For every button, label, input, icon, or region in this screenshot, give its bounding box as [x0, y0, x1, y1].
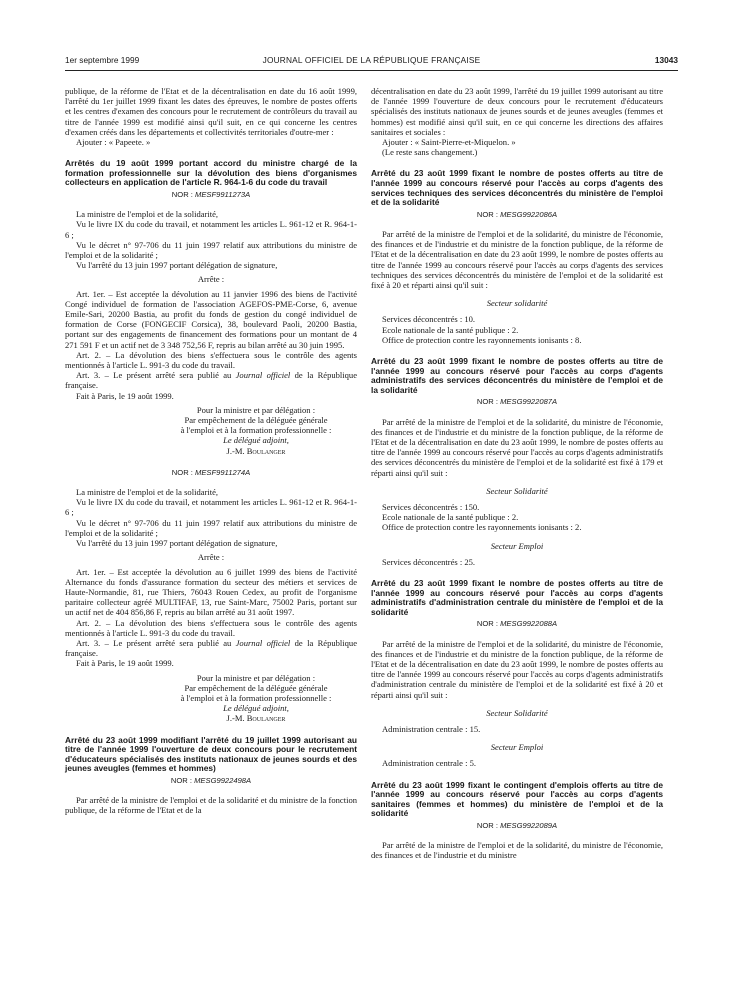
fait-a-paris: Fait à Paris, le 19 août 1999.: [76, 658, 174, 669]
article-paragraph: Art. 1er. – Est acceptée la dévolution au 11 janvier 1996 des biens de l'activité Congé individuel de formation de l'association AGEFOS-PME-Corse, 6, avenue Emile-Sari, 20200 Bastia, au profit du fonds de gestion du congé individuel de formation de Corse (FONGECIF Corsica), 38, boulevard Paoli, 20200 Bastia, portant sur des engagements de financement des formations pour un montant de 4 271 591 F et un actif net de 3 348 752,56 F, repris au bilan arrêté au 30 juin 1995.: [65, 288, 357, 350]
allocation-line: Services déconcentrés : 10.: [382, 314, 476, 325]
allocation-line: Services déconcentrés : 150.: [382, 502, 480, 513]
visa-line: Vu le décret n° 97-706 du 11 juin 1997 relatif aux attributions du ministre de l'emploi et de la solidarité ;: [65, 239, 357, 261]
right-column: [371, 86, 663, 861]
arrete-title: Arrêté du 23 août 1999 fixant le nombre de postes offerts au titre de l'année 1999 au concours réservé pour l'accès au corps d'agents administratifs d'administration centrale du ministère de l'emploi et de la solidarité: [371, 578, 663, 617]
arrete-heading: Arrête :: [197, 552, 225, 563]
header-date: 1er septembre 1999: [65, 55, 140, 65]
article-paragraph: Art. 2. – La dévolution des biens s'effectuera sous le contrôle des agents mentionnés à l'article L. 991-3 du code du travail.: [65, 617, 357, 638]
allocation-line: Office de protection contre les rayonnements ionisants : 2.: [382, 522, 582, 533]
arrete-title: Arrêtés du 19 août 1999 portant accord du ministre chargé de la formation professionnelle sur la dévolution des biens d'organismes collecteurs en application de l'article R. 964-1-6 du code du travail: [65, 158, 357, 188]
sector-heading: Secteur Solidarité: [486, 707, 548, 718]
body-paragraph: Par arrêté de la ministre de l'emploi et de la solidarité, du ministre de l'économie, des finances et de l'industrie et du ministre de la fonction publique, de la réforme de l'Etat et de la décentralisation en date du 23 août 1999, le nombre de postes offerts au titre de l'année 1999 au concours réservé pour l'accès au corps d'agents administratifs des services déconcentrés du ministère de l'emploi et de la solidarité est fixé à 179 et réparti ainsi qu'il suit :: [371, 416, 663, 478]
nor-reference: NOR : MESF9911273A: [171, 190, 251, 199]
visa-line: La ministre de l'emploi et de la solidarité,: [76, 209, 219, 220]
visa-line: Vu le livre IX du code du travail, et notamment les articles L. 961-12 et R. 964-1-6 ;: [65, 497, 357, 518]
nor-reference: NOR : MESG9922087A: [476, 397, 558, 407]
signature-block: Pour la ministre et par délégation : Par empêchement de la déléguée générale à l'emploi et à la formation professionnelle : Le délégué adjoint, J.-M. Boulanger: [180, 404, 332, 456]
body-paragraph: Par arrêté de la ministre de l'emploi et de la solidarité, du ministre de l'économie, des finances et de l'industrie et du ministre de la fonction publique, de la réforme de l'Etat et de la décentralisation en date du 23 août 1999, le nombre de postes offerts au titre de l'année 1999 au concours réservé pour l'accès au corps d'agents administratifs d'administration centrale du ministère de l'emploi et de la solidarité est fixé à 20 et réparti ainsi qu'il suit :: [371, 638, 663, 700]
addition-line: Ajouter : « Saint-Pierre-et-Miquelon. »: [382, 137, 516, 148]
left-column: [65, 86, 357, 816]
arrete-title: Arrêté du 23 août 1999 fixant le nombre de postes offerts au titre de l'année 1999 au concours réservé pour l'accès au corps d'agents des services techniques des services déconcentrés du ministère de l'emploi et de la solidarité: [371, 168, 663, 208]
sector-heading: Secteur Emploi: [490, 742, 544, 753]
arrete-heading: Arrête :: [197, 274, 225, 285]
nor-reference: NOR : MESG9922088A: [476, 619, 558, 629]
nor-reference: NOR : MESG9922089A: [476, 821, 558, 831]
body-paragraph: Par arrêté de la ministre de l'emploi et de la solidarité et du ministre de la fonction publique, de la réforme de l'Etat et de la: [65, 795, 357, 816]
arrete-title: Arrêté du 23 août 1999 fixant le contingent d'emplois offerts au titre de l'année 1999 au concours réservé pour l'accès au corps d'agents sanitaires (femmes et hommes) du ministère de l'emploi et de la solidarité: [371, 779, 663, 819]
body-paragraph: Par arrêté de la ministre de l'emploi et de la solidarité, du ministre de l'économie, des finances et de l'industrie et du ministre: [371, 840, 663, 861]
visa-line: Vu le livre IX du code du travail, et notamment les articles L. 961-12 et R. 964-1-6 ;: [65, 219, 357, 240]
visa-line: Vu l'arrêté du 13 juin 1997 portant délégation de signature,: [76, 260, 278, 271]
rest-unchanged: (Le reste sans changement.): [382, 147, 478, 158]
intro-paragraph: publique, de la réforme de l'Etat et de la décentralisation en date du 16 août 1999, l'arrêté du 1er juillet 1999 fixant les dates des épreuves, le nombre de postes offerts et les centres d'examen des concours pour le recrutement de contrôleurs du travail au titre de l'année 1999 est modifié ainsi qu'il suit, en ce qui concerne les centres d'examen créés dans les départements et collectivités territoriales d'outre-mer :: [65, 86, 357, 137]
signature-block: Pour la ministre et par délégation : Par empêchement de la déléguée générale à l'emploi et à la formation professionnelle : Le délégué adjoint, J.-M. Boulanger: [180, 672, 332, 724]
header-rule: [65, 70, 678, 71]
fait-a-paris: Fait à Paris, le 19 août 1999.: [76, 390, 174, 401]
continued-paragraph: décentralisation en date du 23 août 1999, l'arrêté du 19 juillet 1999 autorisant au titre de l'année 1999 l'ouverture de deux concours pour le recrutement d'éducateurs spécialisés des instituts nationaux de jeunes sourds et de jeunes aveugles (femmes et hommes) est modifié ainsi qu'il suit, en ce qui concerne les directions des affaires sanitaires et sociales :: [371, 86, 663, 137]
sector-heading: Secteur solidarité: [486, 298, 548, 309]
nor-reference: NOR : MESG9922086A: [476, 209, 558, 219]
allocation-line: Administration centrale : 15.: [382, 724, 481, 735]
visa-line: Vu l'arrêté du 13 juin 1997 portant délégation de signature,: [76, 538, 278, 549]
article-paragraph: Art. 3. – Le présent arrêté sera publié au Journal officiel de la République française.: [65, 637, 357, 659]
article-paragraph: Art. 3. – Le présent arrêté sera publié au Journal officiel de la République française.: [65, 370, 357, 391]
visa-line: La ministre de l'emploi et de la solidarité,: [76, 487, 219, 498]
sector-heading: Secteur Solidarité: [486, 485, 548, 496]
allocation-line: Ecole nationale de la santé publique : 2.: [382, 324, 519, 335]
sector-heading: Secteur Emploi: [490, 540, 544, 551]
allocation-line: Services déconcentrés : 25.: [382, 556, 476, 567]
article-paragraph: Art. 2. – La dévolution des biens s'effectuera sous le contrôle des agents mentionnés à l'article L. 991-3 du code du travail.: [65, 349, 357, 371]
arrete-title: Arrêté du 23 août 1999 modifiant l'arrêté du 19 juillet 1999 autorisant au titre de l'année 1999 l'ouverture de deux concours pour le recrutement d'éducateurs spécialisés des instituts nationaux de jeunes sourds et des jeunes aveugles (femmes et hommes): [65, 734, 357, 774]
header-journal-title: JOURNAL OFFICIEL DE LA RÉPUBLIQUE FRANÇAISE: [262, 55, 481, 65]
article-paragraph: Art. 1er. – Est acceptée la dévolution au 6 juillet 1999 des biens de l'activité Alternance du fonds d'assurance formation du secteur des métiers et services de Haute-Normandie, 81, rue Thiers, 76043 Rouen Cedex, au profit de l'organisme paritaire collecteur agréé MULTIFAF, 13, rue Saint-Marc, 75002 Paris, portant sur un actif net de 404 856,86 F, repris au bilan arrêté au 31 août 1997.: [65, 566, 357, 618]
visa-line: Vu le décret n° 97-706 du 11 juin 1997 relatif aux attributions du ministre de l'emploi et de la solidarité ;: [65, 517, 357, 538]
intro-addition: Ajouter : « Papeete. »: [76, 137, 151, 148]
nor-reference: NOR : MESF9911274A: [171, 467, 251, 477]
body-paragraph: Par arrêté de la ministre de l'emploi et de la solidarité, du ministre de l'économie, des finances et de l'industrie et du ministre de la fonction publique, de la réforme de l'Etat et de la décentralisation en date du 23 août 1999, le nombre de postes offerts au titre de l'année 1999 au concours réservé pour l'accès au corps d'agents des services techniques des services déconcentrés du ministère de l'emploi et de la solidarité est fixé à 20 et réparti ainsi qu'il suit :: [371, 229, 663, 291]
arrete-title: Arrêté du 23 août 1999 fixant le nombre de postes offerts au titre de l'année 1999 au concours réservé pour l'accès au corps d'agents administratifs des services déconcentrés du ministère de l'emploi et de la solidarité: [371, 356, 663, 395]
allocation-line: Administration centrale : 5.: [382, 758, 476, 769]
nor-reference: NOR : MESG9922498A: [170, 775, 252, 785]
allocation-line: Office de protection contre les rayonnements ionisants : 8.: [382, 334, 582, 345]
header-page-number: 13043: [654, 55, 678, 65]
allocation-line: Ecole nationale de la santé publique : 2.: [382, 512, 519, 523]
page-header: [65, 55, 678, 67]
